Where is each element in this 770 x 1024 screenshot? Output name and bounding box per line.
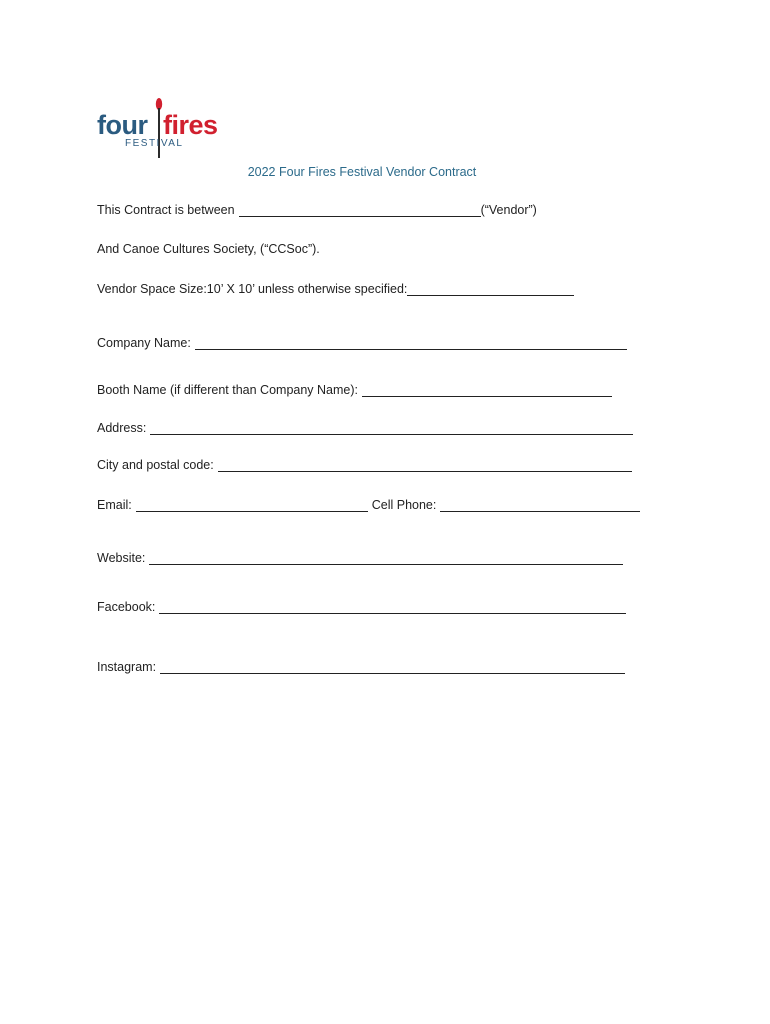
ccsoc-row — [97, 242, 320, 256]
logo-word-fires: fires — [163, 110, 218, 140]
vendor-suffix: (“Vendor”) — [480, 203, 537, 217]
company-name-label: Company Name: — [97, 336, 191, 350]
booth-name-label: Booth Name (if different than Company Name): — [97, 383, 359, 397]
city-postal-field[interactable] — [218, 459, 632, 472]
vendor-space-field[interactable] — [407, 283, 574, 296]
website-label: Website: — [97, 551, 146, 565]
email-field[interactable] — [136, 499, 368, 512]
address-row — [97, 421, 633, 435]
between-label: This Contract is between — [97, 203, 235, 217]
paddle-icon — [155, 98, 163, 158]
logo-subtitle: FESTIVAL — [125, 138, 184, 149]
email-phone-row — [97, 498, 640, 512]
vendor-name-field[interactable] — [239, 204, 481, 217]
four-fires-festival-logo — [97, 98, 232, 160]
website-field[interactable] — [149, 552, 623, 565]
city-postal-row — [97, 458, 632, 472]
instagram-label: Instagram: — [97, 660, 157, 674]
facebook-field[interactable] — [159, 601, 626, 614]
city-postal-label: City and postal code: — [97, 458, 214, 472]
logo-word-four: four — [97, 110, 148, 140]
ccsoc-statement: And Canoe Cultures Society, (“CCSoc”). — [97, 242, 320, 256]
company-name-field[interactable] — [195, 337, 627, 350]
instagram-row — [97, 660, 625, 674]
company-name-row — [97, 336, 627, 350]
facebook-label: Facebook: — [97, 600, 156, 614]
cell-phone-label: Cell Phone: — [371, 498, 437, 512]
vendor-space-row — [97, 282, 574, 296]
address-field[interactable] — [150, 422, 633, 435]
email-label: Email: — [97, 498, 132, 512]
booth-name-field[interactable] — [362, 384, 612, 397]
instagram-field[interactable] — [160, 661, 625, 674]
document-title: 2022 Four Fires Festival Vendor Contract — [247, 165, 477, 179]
facebook-row — [97, 600, 626, 614]
vendor-space-label: Vendor Space Size:10’ X 10’ unless otherwise specified: — [97, 282, 408, 296]
booth-name-row — [97, 383, 612, 397]
website-row — [97, 551, 623, 565]
contract-between-row — [97, 203, 537, 217]
cell-phone-field[interactable] — [440, 499, 640, 512]
address-label: Address: — [97, 421, 147, 435]
